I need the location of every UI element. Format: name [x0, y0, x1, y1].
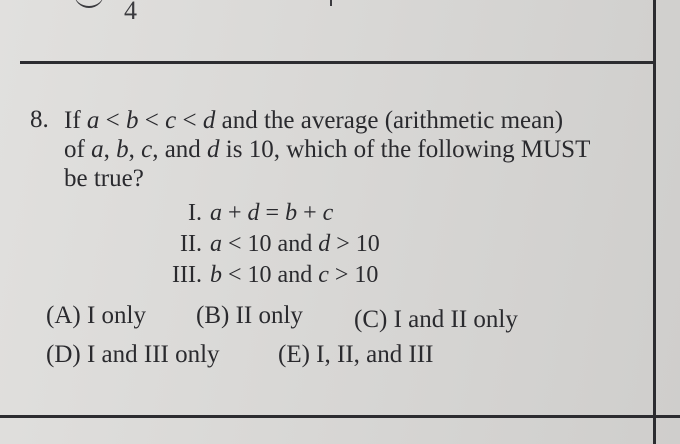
stem-line-3: be true? — [64, 165, 144, 192]
question-number: 8. — [30, 106, 49, 133]
stem-line-2: of a, b, c, and d is 10, which of the following MUST — [64, 136, 591, 163]
right-border-line — [653, 0, 656, 444]
choice-a[interactable]: (A) I only — [46, 302, 146, 329]
statement-iii: III. b < 10 and c > 10 — [172, 262, 379, 288]
choice-d[interactable]: (D) I and III only — [46, 341, 220, 368]
previous-question-fragment — [74, 0, 104, 8]
question-stem — [64, 106, 644, 193]
choice-b[interactable]: (B) II only — [196, 302, 303, 329]
top-divider — [20, 61, 656, 64]
statement-ii: II. a < 10 and d > 10 — [180, 231, 380, 257]
choice-c[interactable]: (C) I and II only — [354, 306, 518, 333]
previous-question-number: 4 — [124, 0, 137, 25]
bottom-divider — [0, 415, 680, 418]
stem-line-1: If a < b < c < d and the average (arithmetic mean) — [64, 107, 564, 134]
statement-i: I. a + d = b + c — [188, 200, 334, 226]
choice-e[interactable]: (E) I, II, and III — [278, 341, 434, 368]
previous-question-mark — [330, 0, 332, 6]
